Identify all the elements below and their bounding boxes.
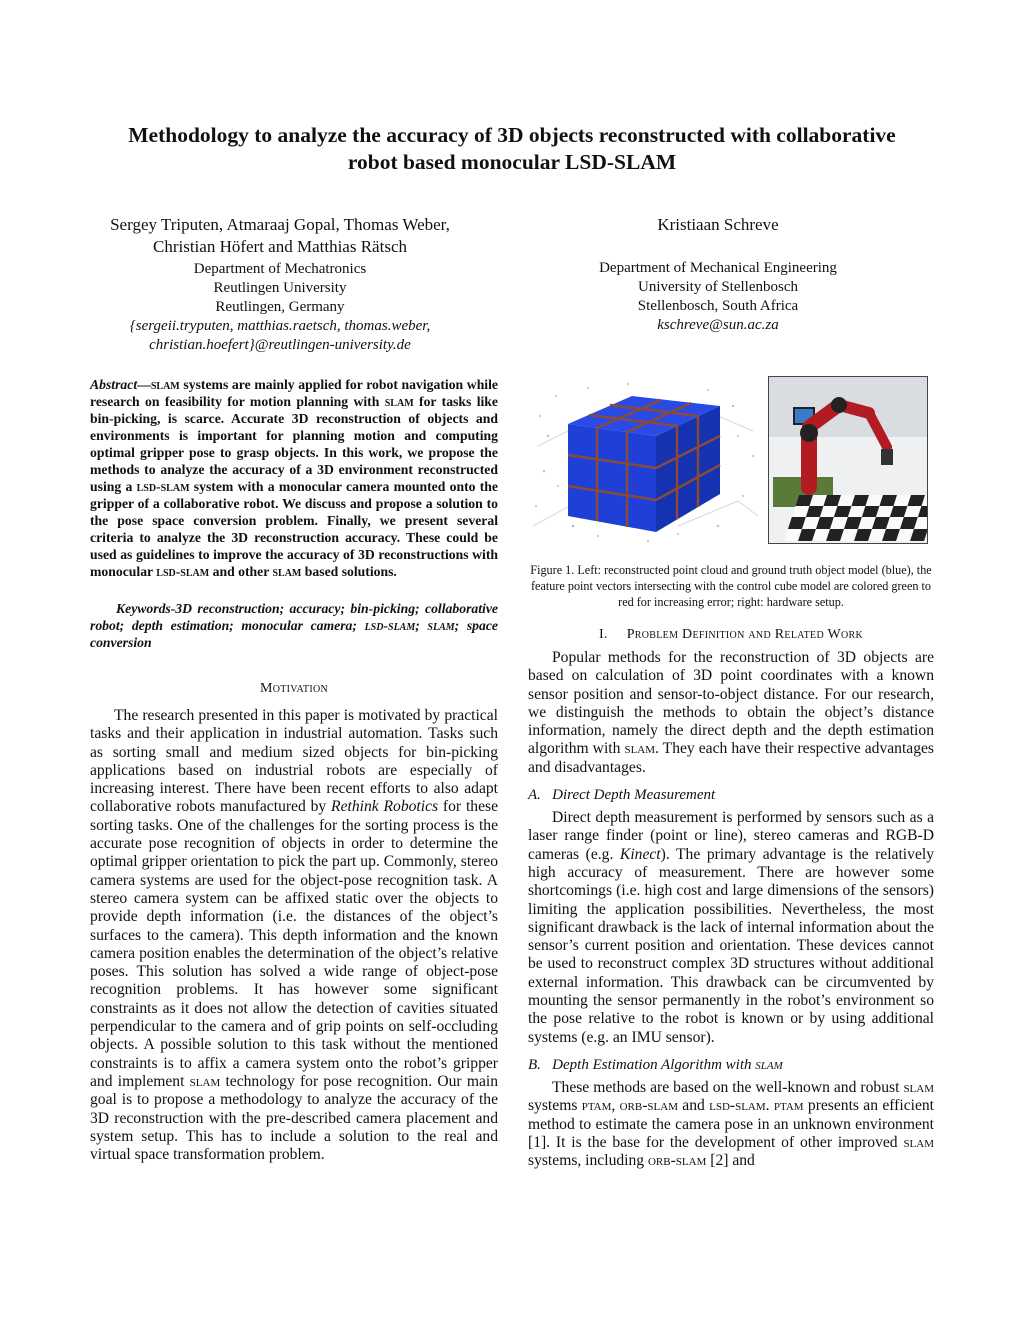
robot-illustration (769, 377, 927, 543)
figure-point-cloud-cube (528, 376, 762, 544)
paper-title (60, 122, 964, 176)
author-name: Kristiaan Schreve (657, 215, 779, 234)
author-department: Department of Mechatronics (193, 261, 367, 277)
author-email-line-1: {sergeii.tryputen, matthias.raetsch, thomas.weber, (129, 318, 431, 334)
author-block-reutlingen (70, 214, 490, 355)
motivation-heading: Motivation (259, 681, 329, 696)
author-email: kschreve@sun.ac.za (657, 317, 779, 333)
keywords: Keywords-3D reconstruction; accuracy; bin-picking; collaborative robot; depth estimation; monocular camera; lsd-slam; slam; space conversion (90, 601, 498, 650)
author-names-line-2: Christian Höfert and Matthias Rätsch (152, 237, 407, 256)
section-1-paragraph: Popular methods for the reconstruction of 3D objects are based on calculation of 3D point coordinates with a known sensor position and sensor-to-object distance. For our research, we distinguish the methods to obtain the object’s distance information, namely the direct depth and the depth estimation algorithm with slam. They each have their respective advantages and disadvantages. (528, 649, 934, 776)
robot-gripper (881, 449, 893, 465)
cube-front-face (568, 424, 656, 532)
author-names-line-1: Sergey Triputen, Atmaraaj Gopal, Thomas Weber, (110, 215, 450, 234)
abstract: Abstract—slam systems are mainly applied for robot navigation while research on feasibility for motion planning with slam for tasks like bin-picking, is scarce. Accurate 3D reconstruction of objects and environments is important for planning motion and computing optimal gripper pose to grasp objects. In this work, we propose the methods to analyze the accuracy of a 3D environment reconstructed using a lsd-slam system with a monocular camera mounted onto the gripper of a collaborative robot. We discuss and propose a solution to the pose space conversion problem. Finally, we present several criteria to analyze the 3D reconstruction accuracy. These could be used as guidelines to improve the accuracy of 3D reconstructions with monocular lsd-slam and other slam based solutions. (90, 377, 498, 579)
subsection-a-heading: A. Direct Depth Measurement (528, 787, 716, 804)
motivation-paragraph: The research presented in this paper is motivated by practical tasks and their application in industrial automation. Tasks such as sorting small and medium sized objects for bin-picking applications based on industrial robots are especially of increasing interest. There have been recent efforts to also adapt collaborative robots manufactured by Rethink Robotics for these sorting tasks. One of the challenges for the sorting process is the accurate pose recognition of objects in order to determine the optimal gripper orientation to pick the part up. Commonly, stereo camera systems are used for the object-pose recognition task. A stereo camera system can be affixed static over the objects to provide depth information (i.e. the distances of the object’s surfaces to the camera). This depth information and the known camera position enables the determination of the object’s relative poses. This solution has solved a wide range of object-pose recognition problems. It has however some significant constraints as it does not allow the detection of cavities situated perpendicular to the camera and of grip points on self-occluding objects. A possible solution to this task without the mentioned constraints is to affix a camera system onto the robot’s gripper and implement slam technology for pose recognition. Our main goal is to propose a methodology to analyze the accuracy of the 3D reconstruction with the pre-described camera placement and system setup. This has to include a solution to the real and virtual space transformation problem. (90, 707, 498, 1164)
figure-1 (528, 376, 934, 544)
figure-hardware-setup (768, 376, 928, 544)
subsection-b-heading: B. Depth Estimation Algorithm with slam (528, 1056, 783, 1073)
left-column (90, 376, 498, 1164)
subsection-b-paragraph: These methods are based on the well-known and robust slam systems ptam, orb-slam and lsd-slam. ptam presents an efficient method to estimate the camera pose in an unknown environment [1]. It is the base for the development of other improved slam systems, including orb-slam [2] and (528, 1078, 934, 1170)
abstract-lead: Abstract (90, 377, 138, 392)
author-university: Reutlingen University (213, 280, 347, 296)
subsection-a-paragraph: Direct depth measurement is performed by sensors such as a laser range finder (point or line), stereo cameras and RGB-D cameras (e.g. Kinect). The primary advantage is the relatively high accuracy of measurement. There are however some shortcomings (i.e. high cost and large dimensions of the sensors) limiting the application possibilities. Nevertheless, the most significant drawback is the lack of internal information about the sensor’s current position and orientation. These devices cannot be used to reconstruct complex 3D structures without additional external information. This drawback can be circumvented by mounting the sensor permanently in the robot’s environment so the pose relative to the robot is known or by using additional systems (e.g. an IMU sensor). (528, 809, 934, 1046)
title-line-1: Methodology to analyze the accuracy of 3D objects reconstructed with collaborative (128, 123, 896, 147)
title-line-2: robot based monocular LSD-SLAM (347, 150, 677, 174)
cube-illustration (528, 376, 762, 544)
figure-1-caption: Figure 1. Left: reconstructed point cloud and ground truth object model (blue), the feature point vectors intersecting with the control cube model are colored green to red for increasing error; right: hardware setup. (530, 563, 932, 609)
author-block-stellenbosch (548, 214, 888, 335)
author-city: Reutlingen, Germany (215, 299, 345, 315)
author-city: Stellenbosch, South Africa (637, 298, 799, 314)
right-column (528, 376, 934, 1170)
section-1-heading: I. Problem Definition and Related Work (598, 627, 864, 642)
checkerboard (784, 495, 927, 541)
author-department: Department of Mechanical Engineering (599, 260, 837, 276)
author-university: University of Stellenbosch (638, 279, 798, 295)
author-email-line-2: christian.hoefert}@reutlingen-university.de (149, 337, 411, 353)
